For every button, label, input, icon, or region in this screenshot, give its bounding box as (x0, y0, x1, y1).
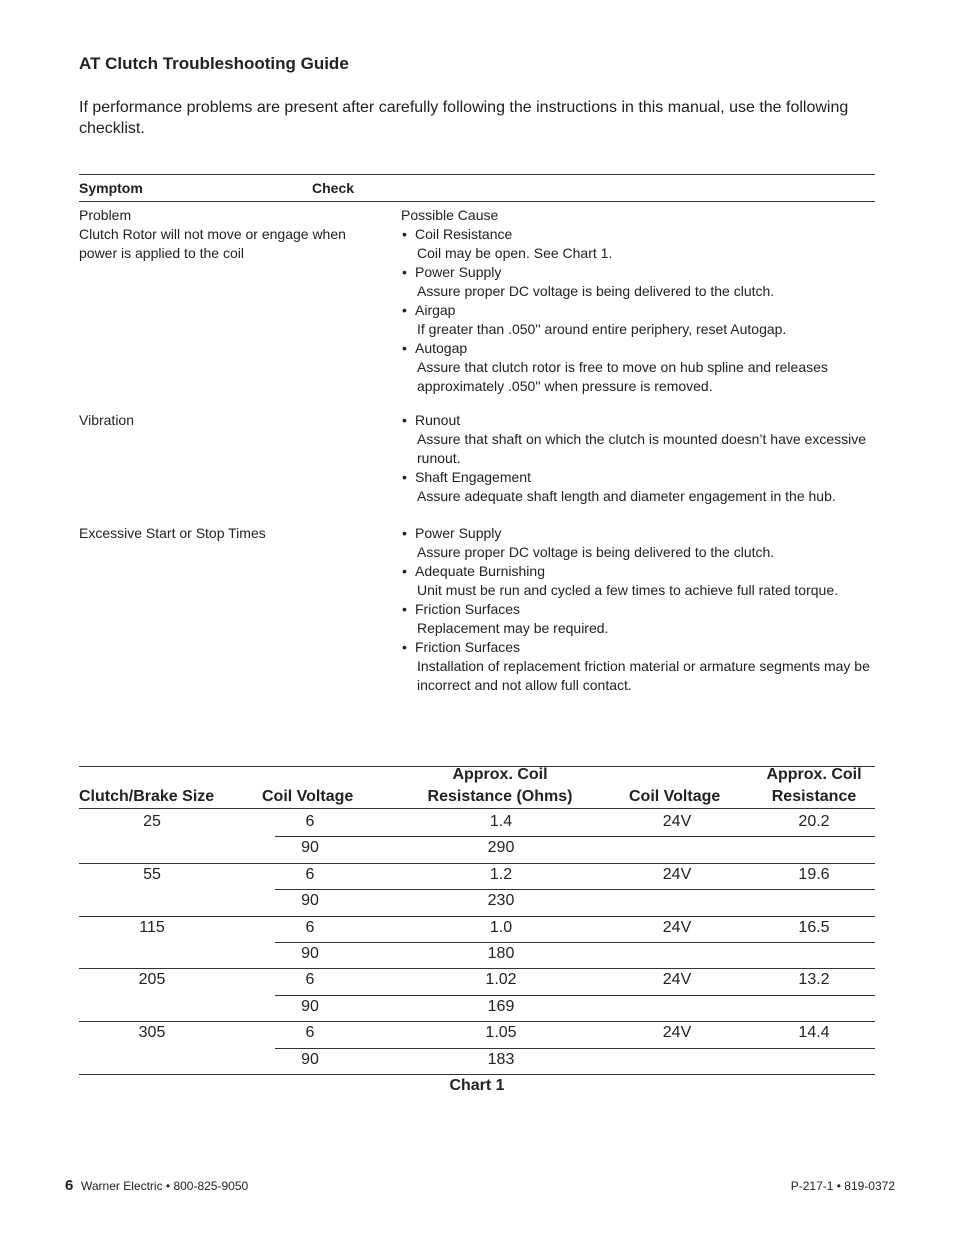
check-item-label: Coil Resistance (415, 226, 513, 242)
check-item-detail: Unit must be run and cycled a few times to achieve full rated torque. (417, 582, 838, 598)
check-item (401, 225, 876, 244)
check-item (401, 524, 876, 543)
problem-label: Problem (79, 207, 132, 223)
page-title: AT Clutch Troubleshooting Guide (79, 54, 349, 73)
table-row-rule (275, 995, 875, 996)
chart-cell: 24V (662, 971, 692, 989)
size-cell: 205 (138, 971, 166, 989)
guide-top-rule (79, 174, 875, 175)
check-item-detail: Assure proper DC voltage is being delivered to the clutch. (417, 283, 775, 299)
check-item (401, 263, 876, 282)
check-item (401, 562, 876, 581)
check-item-label: Power Supply (415, 525, 502, 541)
check-item-detail: Assure that clutch rotor is free to move on hub spline and releases approximately .050'' when pressure is removed. (417, 359, 828, 394)
chart-cell: 6 (305, 971, 315, 989)
check-item-detail: Replacement may be required. (417, 620, 609, 636)
symptom-header: Symptom (79, 180, 143, 196)
chart-cell: 24V (662, 865, 692, 883)
intro-paragraph: If performance problems are present after carefully following the instructions in this manual, use the following checklist. (79, 99, 849, 137)
check-list (401, 524, 876, 695)
bullet-icon: • (402, 601, 407, 617)
check-item (401, 638, 876, 657)
chart-cell: 6 (305, 865, 315, 883)
chart-cell: 6 (305, 1024, 315, 1042)
col-header-resistance-line2: Resistance (Ohms) (427, 788, 573, 805)
col-header-resistance (410, 764, 590, 808)
check-item (401, 411, 876, 430)
footer-right: P-217-1 • 819-0372 (790, 1179, 895, 1193)
size-cell: 55 (143, 865, 161, 883)
check-item (401, 339, 876, 358)
check-item-label: Adequate Burnishing (415, 563, 545, 579)
chart-cell: 90 (301, 839, 319, 857)
chart-cell: 230 (487, 892, 515, 910)
possible-cause-label: Possible Cause (401, 207, 499, 223)
symptom-text: Excessive Start or Stop Times (79, 525, 266, 541)
table-row-rule (275, 942, 875, 943)
chart-cell: 24V (662, 1024, 692, 1042)
check-list (401, 225, 876, 396)
col-header-resistance2-line2: Resistance (771, 788, 857, 805)
check-item-detail: Assure that shaft on which the clutch is mounted doesn’t have excessive runout. (417, 431, 867, 466)
chart-cell: 24V (662, 918, 692, 936)
guide-header-rule (79, 201, 875, 202)
table-row-rule (275, 836, 875, 837)
check-item-label: Power Supply (415, 264, 502, 280)
chart-cell: 1.0 (489, 918, 513, 936)
chart-cell: 169 (487, 997, 515, 1015)
chart-cell: 90 (301, 892, 319, 910)
bullet-icon: • (402, 639, 407, 655)
chart-cell: 90 (301, 997, 319, 1015)
check-item-detail: Coil may be open. See Chart 1. (417, 245, 613, 261)
chart-cell: 1.05 (485, 1024, 517, 1042)
chart-caption: Chart 1 (449, 1077, 505, 1094)
check-list (401, 411, 876, 506)
bullet-icon: • (402, 302, 407, 318)
chart-cell: 183 (487, 1050, 515, 1068)
chart-cell: 90 (301, 1050, 319, 1068)
table-row-rule (275, 1048, 875, 1049)
chart-cell: 1.02 (485, 971, 517, 989)
bullet-icon: • (402, 563, 407, 579)
col-header-coil-voltage: Coil Voltage (262, 788, 354, 805)
table-row-rule (275, 889, 875, 890)
size-cell: 305 (138, 1024, 166, 1042)
size-cell: 25 (143, 813, 161, 830)
check-item-label: Autogap (415, 340, 468, 356)
table-row-rule (79, 968, 875, 969)
chart-cell: 16.5 (798, 918, 830, 936)
bullet-icon: • (402, 226, 407, 242)
chart-cell: 19.6 (798, 865, 830, 883)
check-item (401, 600, 876, 619)
symptom-text: Vibration (79, 412, 135, 428)
page-number: 6 (65, 1177, 74, 1194)
chart-cell: 24V (662, 813, 692, 830)
col-header-resistance-line1: Approx. Coil (452, 766, 548, 783)
col-header-resistance2-line1: Approx. Coil (766, 766, 862, 783)
chart-cell: 6 (305, 918, 315, 936)
table-row-rule (79, 916, 875, 917)
bullet-icon: • (402, 264, 407, 280)
check-item-label: Airgap (415, 302, 456, 318)
col-header-coil-voltage-2: Coil Voltage (629, 788, 721, 805)
chart-cell: 1.4 (489, 813, 513, 830)
check-item-label: Friction Surfaces (415, 639, 521, 655)
table-row-rule (79, 863, 875, 864)
chart-cell: 13.2 (798, 971, 830, 989)
check-item-detail: Installation of replacement friction material or armature segments may be incorrect and not allow full contact. (417, 658, 870, 693)
chart-cell: 14.4 (798, 1024, 830, 1042)
chart-cell: 1.2 (489, 865, 513, 883)
check-item (401, 468, 876, 487)
chart-header-rule (79, 808, 875, 809)
bullet-icon: • (402, 412, 407, 428)
chart-cell: 290 (487, 839, 515, 857)
table-row-rule (79, 1021, 875, 1022)
chart-cell: 90 (301, 945, 319, 962)
check-item (401, 301, 876, 320)
check-header: Check (312, 180, 355, 196)
col-header-size: Clutch/Brake Size (79, 788, 215, 805)
check-item-detail: Assure proper DC voltage is being delivered to the clutch. (417, 544, 775, 560)
check-item-label: Runout (415, 412, 461, 428)
col-header-resistance-2 (754, 764, 874, 808)
size-cell: 115 (139, 918, 165, 936)
chart-cell: 6 (305, 813, 315, 830)
symptom-text: Clutch Rotor will not move or engage when power is applied to the coil (79, 226, 346, 261)
check-item-label: Shaft Engagement (415, 469, 531, 485)
check-item-detail: Assure adequate shaft length and diameter engagement in the hub. (417, 488, 836, 504)
check-item-detail: If greater than .050'' around entire periphery, reset Autogap. (417, 321, 787, 337)
table-row-rule (79, 1074, 875, 1075)
check-item-label: Friction Surfaces (415, 601, 521, 617)
chart-cell: 20.2 (798, 813, 830, 830)
bullet-icon: • (402, 525, 407, 541)
bullet-icon: • (402, 340, 407, 356)
footer-left: Warner Electric • 800-825-9050 (81, 1179, 249, 1193)
bullet-icon: • (402, 469, 407, 485)
chart-cell: 180 (487, 945, 515, 962)
